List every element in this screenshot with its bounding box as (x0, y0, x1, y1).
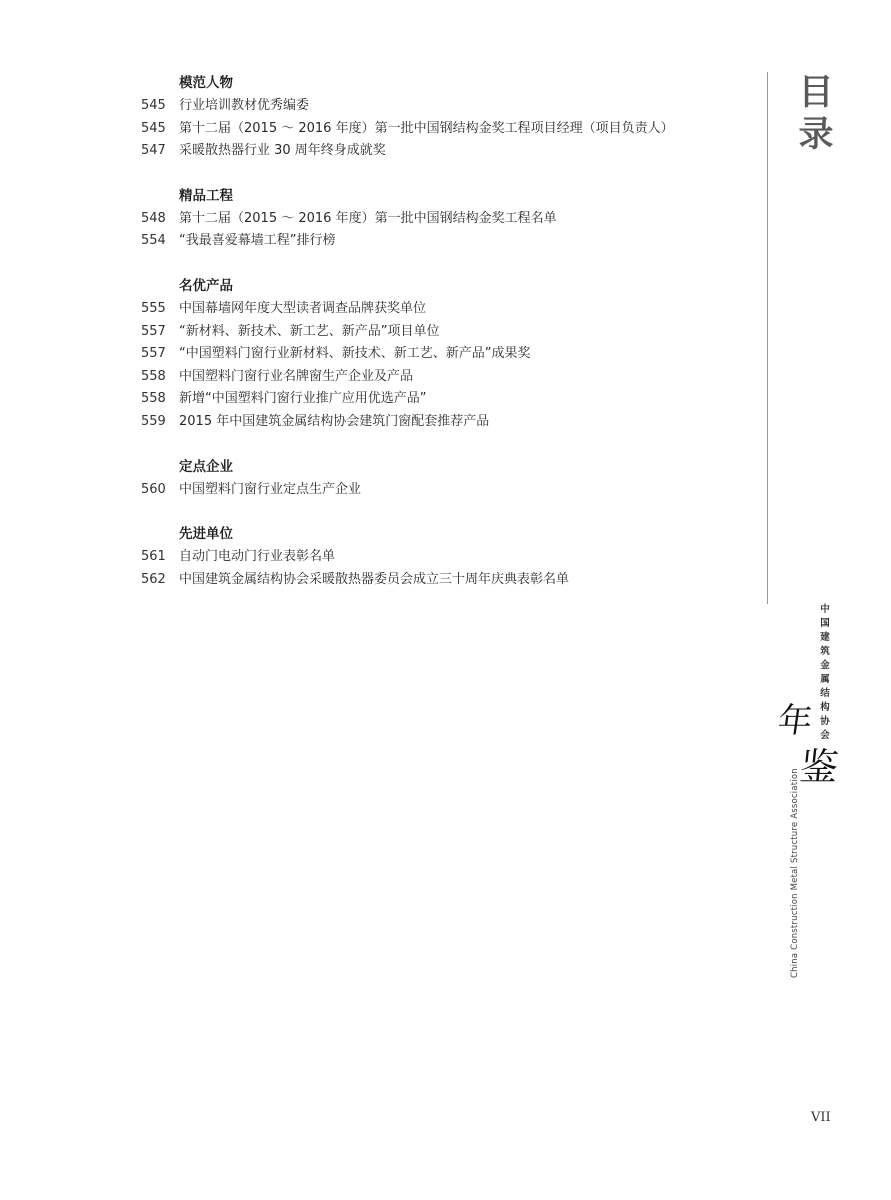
entry-title: 2015 年中国建筑金属结构协会建筑门窗配套推荐产品 (179, 413, 490, 429)
calligraphy-char: 年 (775, 701, 815, 741)
page-folio: VII (811, 1110, 831, 1125)
association-char: 协 (820, 716, 830, 727)
section-title: 先进单位 (179, 526, 233, 543)
entry-title: “新材料、新技术、新工艺、新产品”项目单位 (179, 323, 440, 339)
entry-title: 中国幕墙网年度大型读者调查品牌获奖单位 (179, 300, 427, 316)
page-number: 545 (141, 120, 166, 136)
toc-section (141, 523, 741, 591)
association-char: 国 (820, 618, 830, 629)
association-char: 结 (820, 688, 830, 699)
association-char: 建 (820, 632, 830, 643)
entry-title: 第十二届（2015 ～ 2016 年度）第一批中国钢结构金奖工程名单 (179, 210, 557, 226)
entry-title: 中国塑料门窗行业名牌窗生产企业及产品 (179, 368, 414, 384)
toc-section (141, 456, 741, 502)
toc-entry[interactable] (141, 366, 741, 389)
toc-section (141, 185, 741, 253)
page-number: 558 (141, 391, 166, 407)
page-number: 554 (141, 233, 166, 249)
section-title: 模范人物 (179, 75, 233, 91)
section-title: 名优产品 (179, 277, 233, 294)
page-number: 557 (141, 323, 166, 339)
page-number: 560 (141, 481, 166, 497)
table-of-contents (141, 72, 741, 613)
entry-title: 行业培训教材优秀编委 (179, 98, 310, 113)
toc-section (141, 72, 741, 163)
entry-title: 新增“中国塑料门窗行业推广应用优选产品” (179, 391, 427, 407)
page-number: 555 (141, 300, 166, 316)
page-number: 561 (141, 549, 166, 565)
toc-entry[interactable] (141, 321, 741, 344)
association-char: 构 (820, 702, 830, 713)
page-number: 545 (141, 98, 166, 113)
page-number: 557 (141, 346, 166, 362)
toc-entry[interactable] (141, 569, 741, 592)
association-char: 属 (820, 674, 830, 685)
vertical-divider (767, 72, 768, 604)
section-title: 精品工程 (179, 187, 233, 204)
association-char: 筑 (820, 646, 830, 657)
toc-entry[interactable] (141, 118, 741, 141)
section-title: 定点企业 (179, 458, 233, 475)
association-char: 会 (820, 730, 830, 741)
page-number: 562 (141, 571, 166, 587)
page-number: 558 (141, 368, 166, 384)
heading-char: 目 (798, 73, 834, 113)
entry-title: 第十二届（2015 ～ 2016 年度）第一批中国钢结构金奖工程项目经理（项目负责人） (179, 120, 674, 136)
entry-title: “我最喜爱幕墙工程”排行榜 (179, 233, 336, 249)
toc-entry[interactable] (141, 411, 741, 434)
toc-entry[interactable] (141, 208, 741, 231)
association-english-name: China Construction Metal Structure Association (790, 768, 800, 978)
entry-title: 中国塑料门窗行业定点生产企业 (179, 481, 362, 497)
yearbook-calligraphy-logo (775, 701, 844, 798)
association-char: 中 (820, 604, 830, 615)
calligraphy-char: 鉴 (797, 745, 841, 789)
toc-entry[interactable] (141, 230, 741, 253)
toc-entry[interactable] (141, 140, 741, 163)
toc-section (141, 275, 741, 434)
page-number: 559 (141, 413, 166, 429)
toc-entry[interactable] (141, 479, 741, 502)
heading-char: 录 (798, 115, 834, 155)
page-number: 547 (141, 143, 166, 159)
entry-title: 中国建筑金属结构协会采暖散热器委员会成立三十周年庆典表彰名单 (179, 571, 570, 587)
toc-entry[interactable] (141, 388, 741, 411)
entry-title: 采暖散热器行业 30 周年终身成就奖 (179, 143, 386, 159)
entry-title: 自动门电动门行业表彰名单 (179, 549, 336, 565)
entry-title: “中国塑料门窗行业新材料、新技术、新工艺、新产品”成果奖 (179, 346, 531, 362)
toc-entry[interactable] (141, 95, 741, 118)
association-char: 金 (820, 660, 830, 671)
toc-entry[interactable] (141, 343, 741, 366)
toc-entry[interactable] (141, 298, 741, 321)
toc-entry[interactable] (141, 546, 741, 569)
page-number: 548 (141, 210, 166, 226)
contents-heading (796, 72, 836, 156)
